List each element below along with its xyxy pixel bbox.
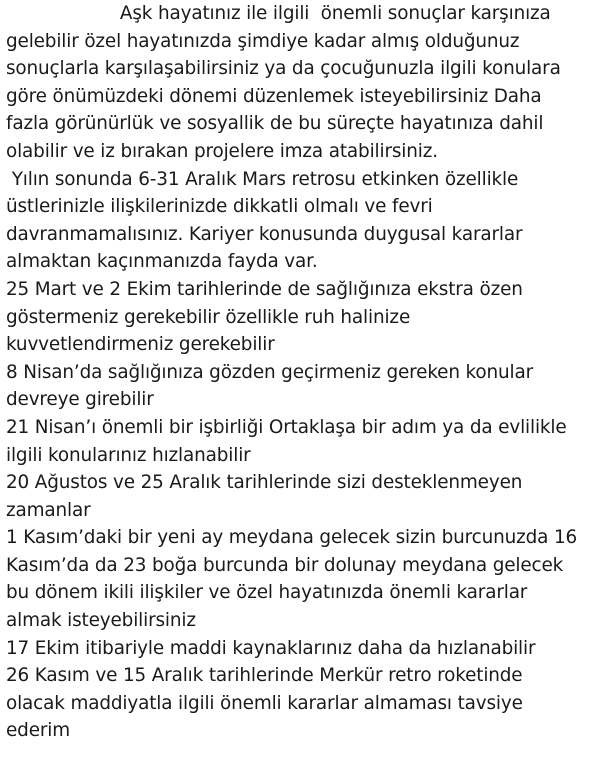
text-line: 25 Mart ve 2 Ekim tarihlerinde de sağlığınıza ekstra özen — [6, 278, 523, 300]
text-line: 21 Nisan’ı önemli bir işbirliği Ortaklaşa bir adım ya da evlilikle — [6, 416, 567, 438]
text-line: olabilir ve iz bırakan projelere imza atabilirsiniz. — [6, 140, 438, 162]
text-line: Yılın sonunda 6-31 Aralık Mars retrosu etkinken özellikle — [6, 168, 519, 190]
text-line: 26 Kasım ve 15 Aralık tarihlerinde Merkür retro roketinde — [6, 665, 523, 687]
text-line: gelebilir özel hayatınızda şimdiye kadar almış olduğunuz — [6, 30, 520, 52]
text-line: zamanlar — [6, 499, 91, 521]
text-line: ederim — [6, 720, 70, 742]
text-line: almaktan kaçınmanızda fayda var. — [6, 251, 318, 273]
text-line: göstermeniz gerekebilir özellikle ruh halinize — [6, 306, 411, 328]
text-line: sonuçlarla karşılaşabilirsiniz ya da çocuğunuzla ilgili konulara — [6, 58, 561, 80]
text-line: göre önümüzdeki dönemi düzenlemek isteyebilirsiniz Daha — [6, 85, 542, 107]
text-line: 20 Ağustos ve 25 Aralık tarihlerinde sizi desteklenmeyen — [6, 472, 523, 494]
text-line: kuvvetlendirmeniz gerekebilir — [6, 334, 275, 356]
text-line: fazla görünürlük ve sosyallik de bu süreçte hayatınıza dahil — [6, 113, 544, 135]
text-line: devreye girebilir — [6, 389, 154, 411]
text-line: Kasım’da da 23 boğa burcunda bir dolunay meydana gelecek — [6, 554, 564, 576]
text-line: Aşk hayatınız ile ilgili önemli sonuçlar karşınıza — [6, 3, 551, 24]
text-line: olacak maddiyatla ilgili önemli kararlar almaması tavsiye — [6, 692, 523, 714]
document-body — [6, 0, 598, 745]
text-line: 8 Nisan’da sağlığınıza gözden geçirmeniz gereken konular — [6, 361, 533, 383]
text-line: 1 Kasım’daki bir yeni ay meydana gelecek sizin burcunuzda 16 — [6, 527, 578, 549]
text-line: almak isteyebilirsiniz — [6, 610, 196, 632]
text-line: üstlerinizle ilişkilerinizde dikkatli olmalı ve fevri — [6, 196, 433, 218]
text-line: davranmamalısınız. Kariyer konusunda duygusal kararlar — [6, 223, 523, 245]
text-line: ilgili konularınız hızlanabilir — [6, 444, 251, 466]
text-line: 17 Ekim itibariyle maddi kaynaklarınız daha da hızlanabilir — [6, 637, 536, 659]
text-line: bu dönem ikili ilişkiler ve özel hayatınızda önemli kararlar — [6, 582, 528, 604]
